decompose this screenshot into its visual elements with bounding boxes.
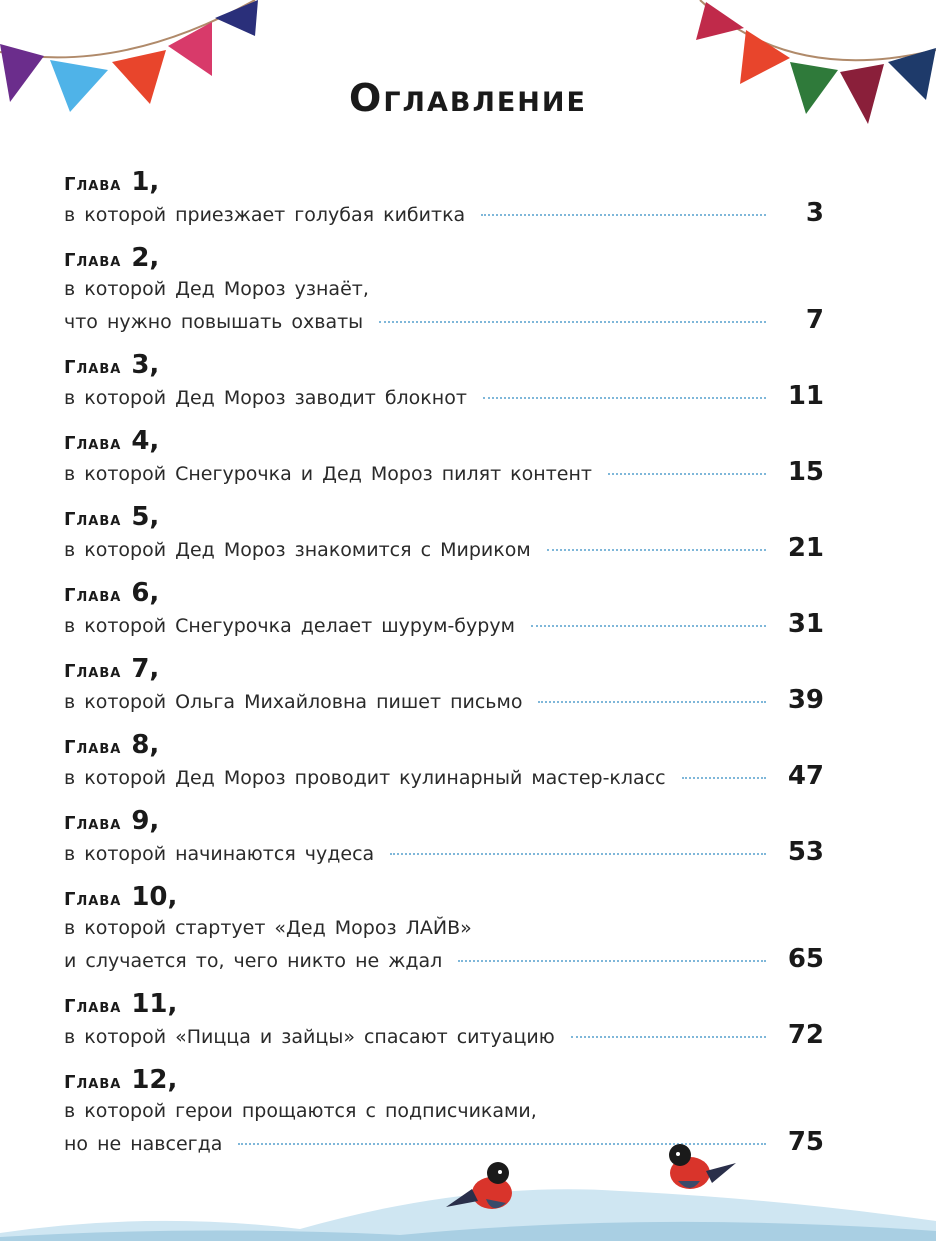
chapter-title-text: в которой стартует «Дед Мороз ЛАЙВ» — [64, 917, 472, 939]
chapter-number: 4, — [131, 426, 160, 456]
chapter-title-line — [64, 913, 824, 944]
chapter-word: Глава — [64, 509, 122, 530]
chapter-heading — [64, 425, 824, 457]
bullfinch-icon — [669, 1144, 736, 1189]
chapter-title-line — [64, 609, 824, 642]
chapter-title-line — [64, 274, 824, 305]
chapter-title-line — [64, 198, 824, 231]
chapter-heading — [64, 242, 824, 274]
chapter-title-line — [64, 457, 824, 490]
chapter-heading — [64, 729, 824, 761]
flag-navy — [215, 0, 258, 36]
chapter-heading — [64, 805, 824, 837]
chapter-word: Глава — [64, 737, 122, 758]
chapter-heading — [64, 988, 824, 1020]
toc-entry[interactable] — [64, 653, 824, 718]
chapter-heading — [64, 1064, 824, 1096]
dot-leader — [538, 700, 765, 703]
chapter-number: 12, — [131, 1065, 178, 1095]
page-title: Оглавление — [349, 76, 587, 120]
table-of-contents — [64, 166, 824, 1171]
page-number: 31 — [787, 609, 824, 639]
toc-entry[interactable] — [64, 349, 824, 414]
toc-entry[interactable] — [64, 166, 824, 231]
chapter-title-text: но не навсегда — [64, 1133, 223, 1155]
page-number: 15 — [787, 457, 824, 487]
chapter-word: Глава — [64, 174, 122, 195]
chapter-heading — [64, 653, 824, 685]
toc-entry[interactable] — [64, 881, 824, 977]
page-number: 39 — [787, 685, 824, 715]
chapter-heading — [64, 577, 824, 609]
chapter-title-line — [64, 944, 824, 977]
toc-entry[interactable] — [64, 501, 824, 566]
toc-entry[interactable] — [64, 805, 824, 870]
chapter-title-line — [64, 305, 824, 338]
chapter-word: Глава — [64, 996, 122, 1017]
chapter-number: 7, — [131, 654, 160, 684]
chapter-title-text: в которой Ольга Михайловна пишет письмо — [64, 691, 523, 713]
page-number: 72 — [787, 1020, 824, 1050]
chapter-title-text: в которой Снегурочка и Дед Мороз пилят контент — [64, 463, 592, 485]
chapter-title-text: в которой Дед Мороз проводит кулинарный мастер-класс — [64, 767, 666, 789]
dot-leader — [571, 1035, 766, 1038]
chapter-title-text: в которой «Пицца и зайцы» спасают ситуацию — [64, 1026, 555, 1048]
chapter-title-line — [64, 837, 824, 870]
chapter-number: 8, — [131, 730, 160, 760]
chapter-word: Глава — [64, 585, 122, 606]
chapter-number: 11, — [131, 989, 178, 1019]
chapter-heading — [64, 881, 824, 913]
bullfinch-icon — [446, 1162, 512, 1209]
page-number: 3 — [805, 198, 824, 228]
chapter-number: 1, — [131, 167, 160, 197]
chapter-title-line — [64, 1020, 824, 1053]
toc-entry[interactable] — [64, 729, 824, 794]
chapter-title-text: в которой герои прощаются с подписчиками, — [64, 1100, 537, 1122]
dot-leader — [481, 213, 766, 216]
dot-leader — [379, 320, 766, 323]
dot-leader — [531, 624, 766, 627]
chapter-number: 3, — [131, 350, 160, 380]
page-number: 11 — [787, 381, 824, 411]
chapter-number: 5, — [131, 502, 160, 532]
chapter-title-text: в которой Снегурочка делает шурум-бурум — [64, 615, 515, 637]
toc-entry[interactable] — [64, 988, 824, 1053]
page-number: 47 — [787, 761, 824, 791]
chapter-title-line — [64, 381, 824, 414]
chapter-title-text: в которой приезжает голубая кибитка — [64, 204, 466, 226]
chapter-title-text: что нужно повышать охваты — [64, 311, 364, 333]
chapter-word: Глава — [64, 250, 122, 271]
chapter-title-text: в которой Дед Мороз знакомится с Мириком — [64, 539, 531, 561]
dot-leader — [608, 472, 766, 475]
chapter-number: 9, — [131, 806, 160, 836]
toc-entry[interactable] — [64, 577, 824, 642]
chapter-number: 2, — [131, 243, 160, 273]
chapter-word: Глава — [64, 813, 122, 834]
chapter-title-text: и случается то, чего никто не ждал — [64, 950, 443, 972]
chapter-word: Глава — [64, 433, 122, 454]
chapter-word: Глава — [64, 661, 122, 682]
toc-entry[interactable] — [64, 425, 824, 490]
dot-leader — [390, 852, 766, 855]
page-number: 75 — [787, 1127, 824, 1157]
chapter-heading — [64, 166, 824, 198]
dot-leader — [682, 776, 766, 779]
page-number: 53 — [787, 837, 824, 867]
chapter-word: Глава — [64, 357, 122, 378]
chapter-word: Глава — [64, 889, 122, 910]
dot-leader — [547, 548, 766, 551]
chapter-title-line — [64, 761, 824, 794]
chapter-word: Глава — [64, 1072, 122, 1093]
chapter-title-line — [64, 685, 824, 718]
chapter-title-line — [64, 1096, 824, 1127]
dot-leader — [458, 959, 766, 962]
chapter-title-text: в которой начинаются чудеса — [64, 843, 375, 865]
toc-entry[interactable] — [64, 242, 824, 338]
chapter-title-line — [64, 533, 824, 566]
chapter-heading — [64, 501, 824, 533]
snow-hill-with-birds — [0, 1141, 936, 1241]
chapter-title-text: в которой Дед Мороз заводит блокнот — [64, 387, 467, 409]
flag-darkred — [696, 2, 744, 40]
page-number: 21 — [787, 533, 824, 563]
dot-leader — [483, 396, 766, 399]
chapter-title-text: в которой Дед Мороз узнаёт, — [64, 278, 369, 300]
chapter-number: 6, — [131, 578, 160, 608]
chapter-number: 10, — [131, 882, 178, 912]
page-number: 65 — [787, 944, 824, 974]
chapter-heading — [64, 349, 824, 381]
page-number: 7 — [805, 305, 824, 335]
